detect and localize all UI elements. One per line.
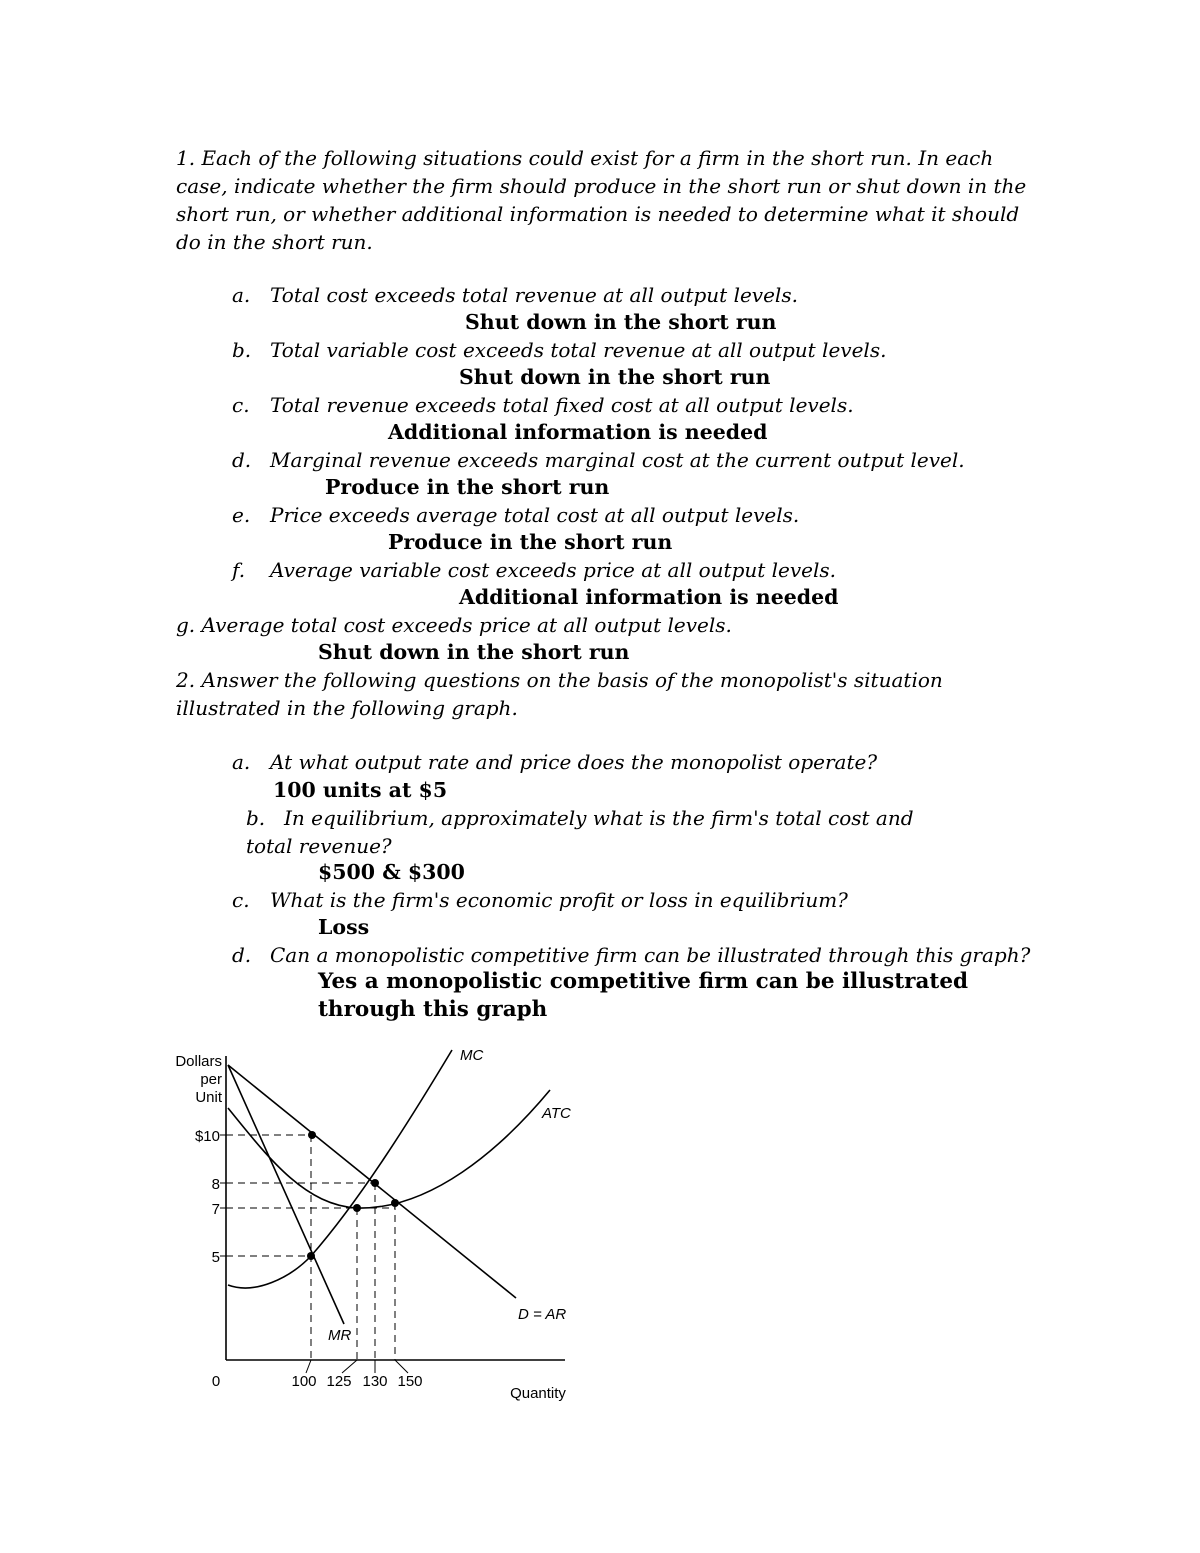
point-q100-p10	[308, 1131, 316, 1139]
x-tick-connector	[306, 1360, 311, 1373]
demand-label: D = AR	[518, 1306, 567, 1323]
x-tick-label-150: 150	[397, 1373, 423, 1390]
y-tick-label-8: 8	[211, 1176, 220, 1193]
origin-label: 0	[211, 1373, 221, 1390]
q1-item-b: b. Total variable cost exceeds total revenue at all output levels.	[232, 338, 887, 362]
q2-answer-c: Loss	[318, 915, 370, 939]
question-1-prompt: 1. Each of the following situations could exist for a firm in the short run. In each case, indicate whether the firm should produce in the short run or shut down in the short run, or whether additional information is needed to determine what it should do in the short run.	[176, 146, 1027, 254]
q2-answer-b: $500 & $300	[318, 860, 465, 884]
x-tick-label-125: 125	[326, 1373, 352, 1390]
q2-item-b: b. In equilibrium, approximately what is the firm's total cost and total revenue?	[246, 806, 914, 858]
point-q150-p7	[391, 1199, 399, 1207]
q1-item-d: d. Marginal revenue exceeds marginal cost at the current output level.	[232, 448, 965, 472]
y-axis-title-line-3: Unit	[195, 1089, 222, 1106]
q1-answer-a: Shut down in the short run	[465, 310, 777, 334]
mr-curve	[228, 1065, 344, 1324]
point-q100-p5	[307, 1252, 315, 1260]
atc-label: ATC	[542, 1105, 571, 1122]
mc-curve	[228, 1050, 452, 1288]
x-tick-label-130: 130	[362, 1373, 388, 1390]
x-tick-connector	[342, 1360, 357, 1373]
q2-item-c: c. What is the firm's economic profit or loss in equilibrium?	[232, 888, 848, 912]
q1-answer-c: Additional information is needed	[388, 420, 768, 444]
y-tick-label-5: 5	[211, 1249, 220, 1266]
q1-answer-b: Shut down in the short run	[459, 365, 771, 389]
mc-label: MC	[460, 1047, 484, 1064]
q2-answer-a: 100 units at $5	[273, 778, 448, 802]
q1-item-f: f. Average variable cost exceeds price at all output levels.	[232, 558, 837, 582]
y-tick-label-7: 7	[211, 1201, 220, 1218]
atc-curve	[228, 1090, 550, 1208]
y-tick-label-10: $10	[194, 1128, 220, 1145]
q1-item-c: c. Total revenue exceeds total fixed cost at all output levels.	[232, 393, 854, 417]
y-axis-title-line-2: per	[200, 1071, 222, 1088]
y-axis-title-line-1: Dollars	[175, 1053, 222, 1070]
q1-answer-d: Produce in the short run	[325, 475, 610, 499]
x-axis-title: Quantity	[510, 1385, 566, 1402]
q1-answer-e: Produce in the short run	[388, 530, 673, 554]
monopolist-graph	[170, 1040, 590, 1410]
mr-label: MR	[328, 1327, 352, 1344]
q1-item-e: e. Price exceeds average total cost at all output levels.	[232, 503, 800, 527]
q1-answer-g: Shut down in the short run	[318, 640, 630, 664]
point-q125-p7	[353, 1204, 361, 1212]
x-tick-connector	[395, 1360, 408, 1373]
q1-item-g: g. Average total cost exceeds price at all output levels.	[176, 613, 732, 637]
q1-answer-f: Additional information is needed	[459, 585, 839, 609]
q2-item-d: d. Can a monopolistic competitive firm can be illustrated through this graph?	[232, 943, 1031, 967]
question-2-prompt: 2. Answer the following questions on the basis of the monopolist's situation illustrated in the following graph.	[176, 668, 943, 720]
x-tick-label-100: 100	[291, 1373, 317, 1390]
q1-item-a: a. Total cost exceeds total revenue at all output levels.	[232, 283, 798, 307]
point-q130-p8	[371, 1179, 379, 1187]
q2-item-a: a. At what output rate and price does the monopolist operate?	[232, 750, 878, 774]
q2-answer-d: Yes a monopolistic competitive firm can be illustrated through this graph	[318, 969, 969, 1022]
